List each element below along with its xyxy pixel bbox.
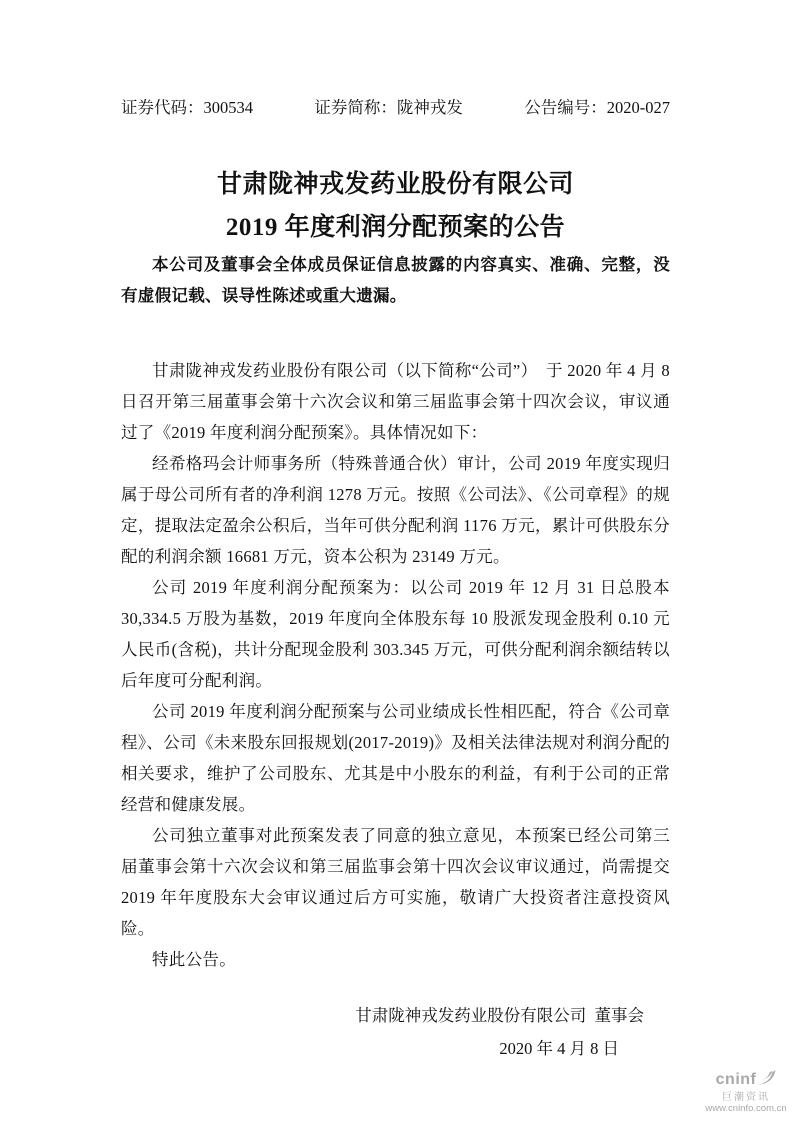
document-body xyxy=(121,355,670,944)
body-paragraph: 经希格玛会计师事务所（特殊普通合伙）审计，公司 2019 年度实现归属于母公司所有者的净利润 1278 万元。按照《公司法》、《公司章程》的规定，提取法定盈余公积后，当年可供分配利润 1176 万元，累计可供股东分配的利润余额 16681 万元，资本公积为 23149 万元。 xyxy=(121,454,670,566)
watermark-brand: 巨潮资讯 xyxy=(722,1091,770,1103)
disclosure-statement: 本公司及董事会全体成员保证信息披露的内容真实、准确、完整，没有虚假记载、误导性陈述或重大遗漏。 xyxy=(121,255,670,305)
body-paragraph: 甘肃陇神戎发药业股份有限公司（以下简称“公司”） 于 2020 年 4 月 8 日召开第三届董事会第十六次会议和第三届监事会第十四次会议，审议通过了《2019 年度利润分配预案》。具体情况如下： xyxy=(121,361,670,442)
document-title xyxy=(121,163,670,249)
body-paragraph: 公司独立董事对此预案发表了同意的独立意见，本预案已经公司第三届董事会第十六次会议和第三届监事会第十四次会议审议通过，尚需提交 2019 年年度股东大会审议通过后方可实施，敬请广大投资者注意投资风险。 xyxy=(121,826,670,938)
watermark-logo-text: cninf xyxy=(715,1070,757,1088)
body-paragraph: 公司 2019 年度利润分配预案为：以公司 2019 年 12 月 31 日总股本 30,334.5 万股为基数，2019 年度向全体股东每 10 股派发现金股利 0.10 元人民币(含税)，共计分配现金股利 303.345 万元，可供分配利润余额结转以后年度可分配利润。 xyxy=(121,578,670,690)
announcement-number: 公告编号：2020-027 xyxy=(524,98,670,117)
document-header xyxy=(121,97,670,119)
signature-date: 2020 年 4 月 8 日 xyxy=(499,1039,619,1058)
body-paragraph: 公司 2019 年度利润分配预案与公司业绩成长性相匹配，符合《公司章程》、公司《未来股东回报规划(2017-2019)》及相关法律法规对利润分配的相关要求，维护了公司股东、尤其是中小股东的利益，有利于公司的正常经营和健康发展。 xyxy=(121,702,670,814)
title-line-subject: 2019 年度利润分配预案的公告 xyxy=(225,214,566,241)
stock-name: 证券简称：陇神戎发 xyxy=(314,98,463,117)
title-line-company: 甘肃陇神戎发药业股份有限公司 xyxy=(216,171,574,198)
signature-block xyxy=(121,1000,670,1064)
closing-line: 特此公告。 xyxy=(152,950,236,969)
watermark-url: www.cninfo.com.cn xyxy=(705,1102,787,1114)
cninfo-watermark xyxy=(702,1069,790,1114)
swirl-icon xyxy=(757,1069,776,1091)
stock-code: 证券代码：300534 xyxy=(121,98,253,117)
signature-company: 甘肃陇神戎发药业股份有限公司 董事会 xyxy=(355,1006,644,1025)
watermark-logo-row xyxy=(702,1069,790,1091)
